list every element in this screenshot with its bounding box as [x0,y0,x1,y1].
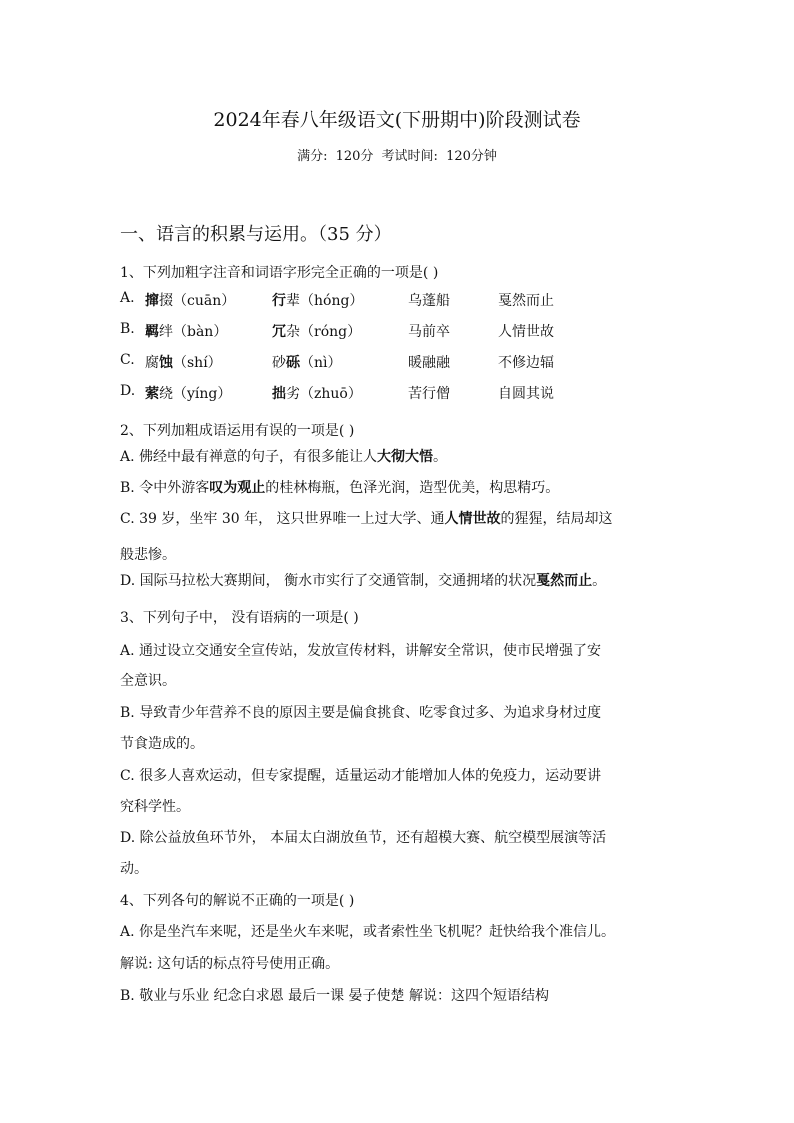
option-label: A. [120,290,135,306]
option-word-2: 拙劣（zhuō） [272,386,362,402]
question-3-option-c-continued: 究科学性。 [120,799,190,815]
option-word-1: 撺掇（cuān） [145,293,236,309]
option-word-3: 乌蓬船 [408,293,450,309]
option-word-2: 行辈（hóng） [272,293,364,309]
option-word-1: 萦绕（yíng） [145,386,232,402]
question-4-option-a: A. 你是坐汽车来呢，还是坐火车来呢，或者索性坐飞机呢？赶快给我个准信儿。 [120,924,616,940]
question-1-stem: 1、下列加粗字注音和词语字形完全正确的一项是( ) [120,265,439,281]
question-3-option-b: B. 导致青少年营养不良的原因主要是偏食挑食、吃零食过多、为追求身材过度 [120,705,602,721]
option-word-3: 马前卒 [408,324,450,340]
question-2-option-b: B. 令中外游客叹为观止的桂林梅瓶，色泽光润，造型优美，构思精巧。 [120,480,560,496]
question-2-option-c: C. 39 岁，坐牢 30 年， 这只世界唯一上过大学、通人情世故的猩猩，结局却这 [120,511,613,527]
option-word-1: 腐蚀（shí） [145,355,222,371]
option-word-4: 自圆其说 [498,386,554,402]
option-label: D. [120,383,136,399]
question-2-option-a: A. 佛经中最有禅意的句子，有很多能让人大彻大悟。 [120,449,448,465]
option-word-4: 不修边辐 [498,355,554,371]
exam-info: 满分: 120分 考试时间: 120分钟 [297,149,497,164]
question-3-option-a-continued: 全意识。 [120,673,176,689]
question-2-stem: 2、下列加粗成语运用有误的一项是( ) [120,423,355,439]
question-3-option-b-continued: 节食造成的。 [120,736,204,752]
question-3-option-c: C. 很多人喜欢运动，但专家提醒，适量运动才能增加人体的免疫力，运动要讲 [120,768,602,784]
question-4-stem: 4、下列各句的解说不正确的一项是( ) [120,893,355,909]
option-word-3: 苦行僧 [408,386,450,402]
option-label: C. [120,352,135,368]
option-word-4: 戛然而止 [498,293,554,309]
question-3-option-a: A. 通过设立交通安全宣传站，发放宣传材料，讲解安全常识，使市民增强了安 [120,643,602,659]
option-word-3: 暖融融 [408,355,450,371]
question-3-stem: 3、下列句子中， 没有语病的一项是( ) [120,610,359,626]
option-word-2: 冗杂（róng） [272,324,362,340]
question-2-option-d: D. 国际马拉松大赛期间， 衡水市实行了交通管制，交通拥堵的状况戛然而止。 [120,573,607,589]
option-label: B. [120,321,135,337]
page-title: 2024年春八年级语文(下册期中)阶段测试卷 [213,109,581,131]
question-4-option-b: B. 敬业与乐业 纪念白求恩 最后一课 晏子使楚 解说：这四个短语结构 [120,988,549,1004]
option-word-4: 人情世故 [498,324,554,340]
question-3-option-d: D. 除公益放鱼环节外， 本届太白湖放鱼节，还有超模大赛、航空模型展演等活 [120,830,607,846]
question-3-option-d-continued: 动。 [120,861,148,877]
question-4-option-a-note: 解说: 这句话的标点符号使用正确。 [120,956,340,972]
question-2-option-c-continued: 般悲惨。 [120,547,176,563]
option-word-1: 羁绊（bàn） [145,324,228,340]
section-heading: 一、语言的积累与运用。（35 分） [120,224,392,245]
option-word-2: 砂砾（nì） [272,355,342,371]
